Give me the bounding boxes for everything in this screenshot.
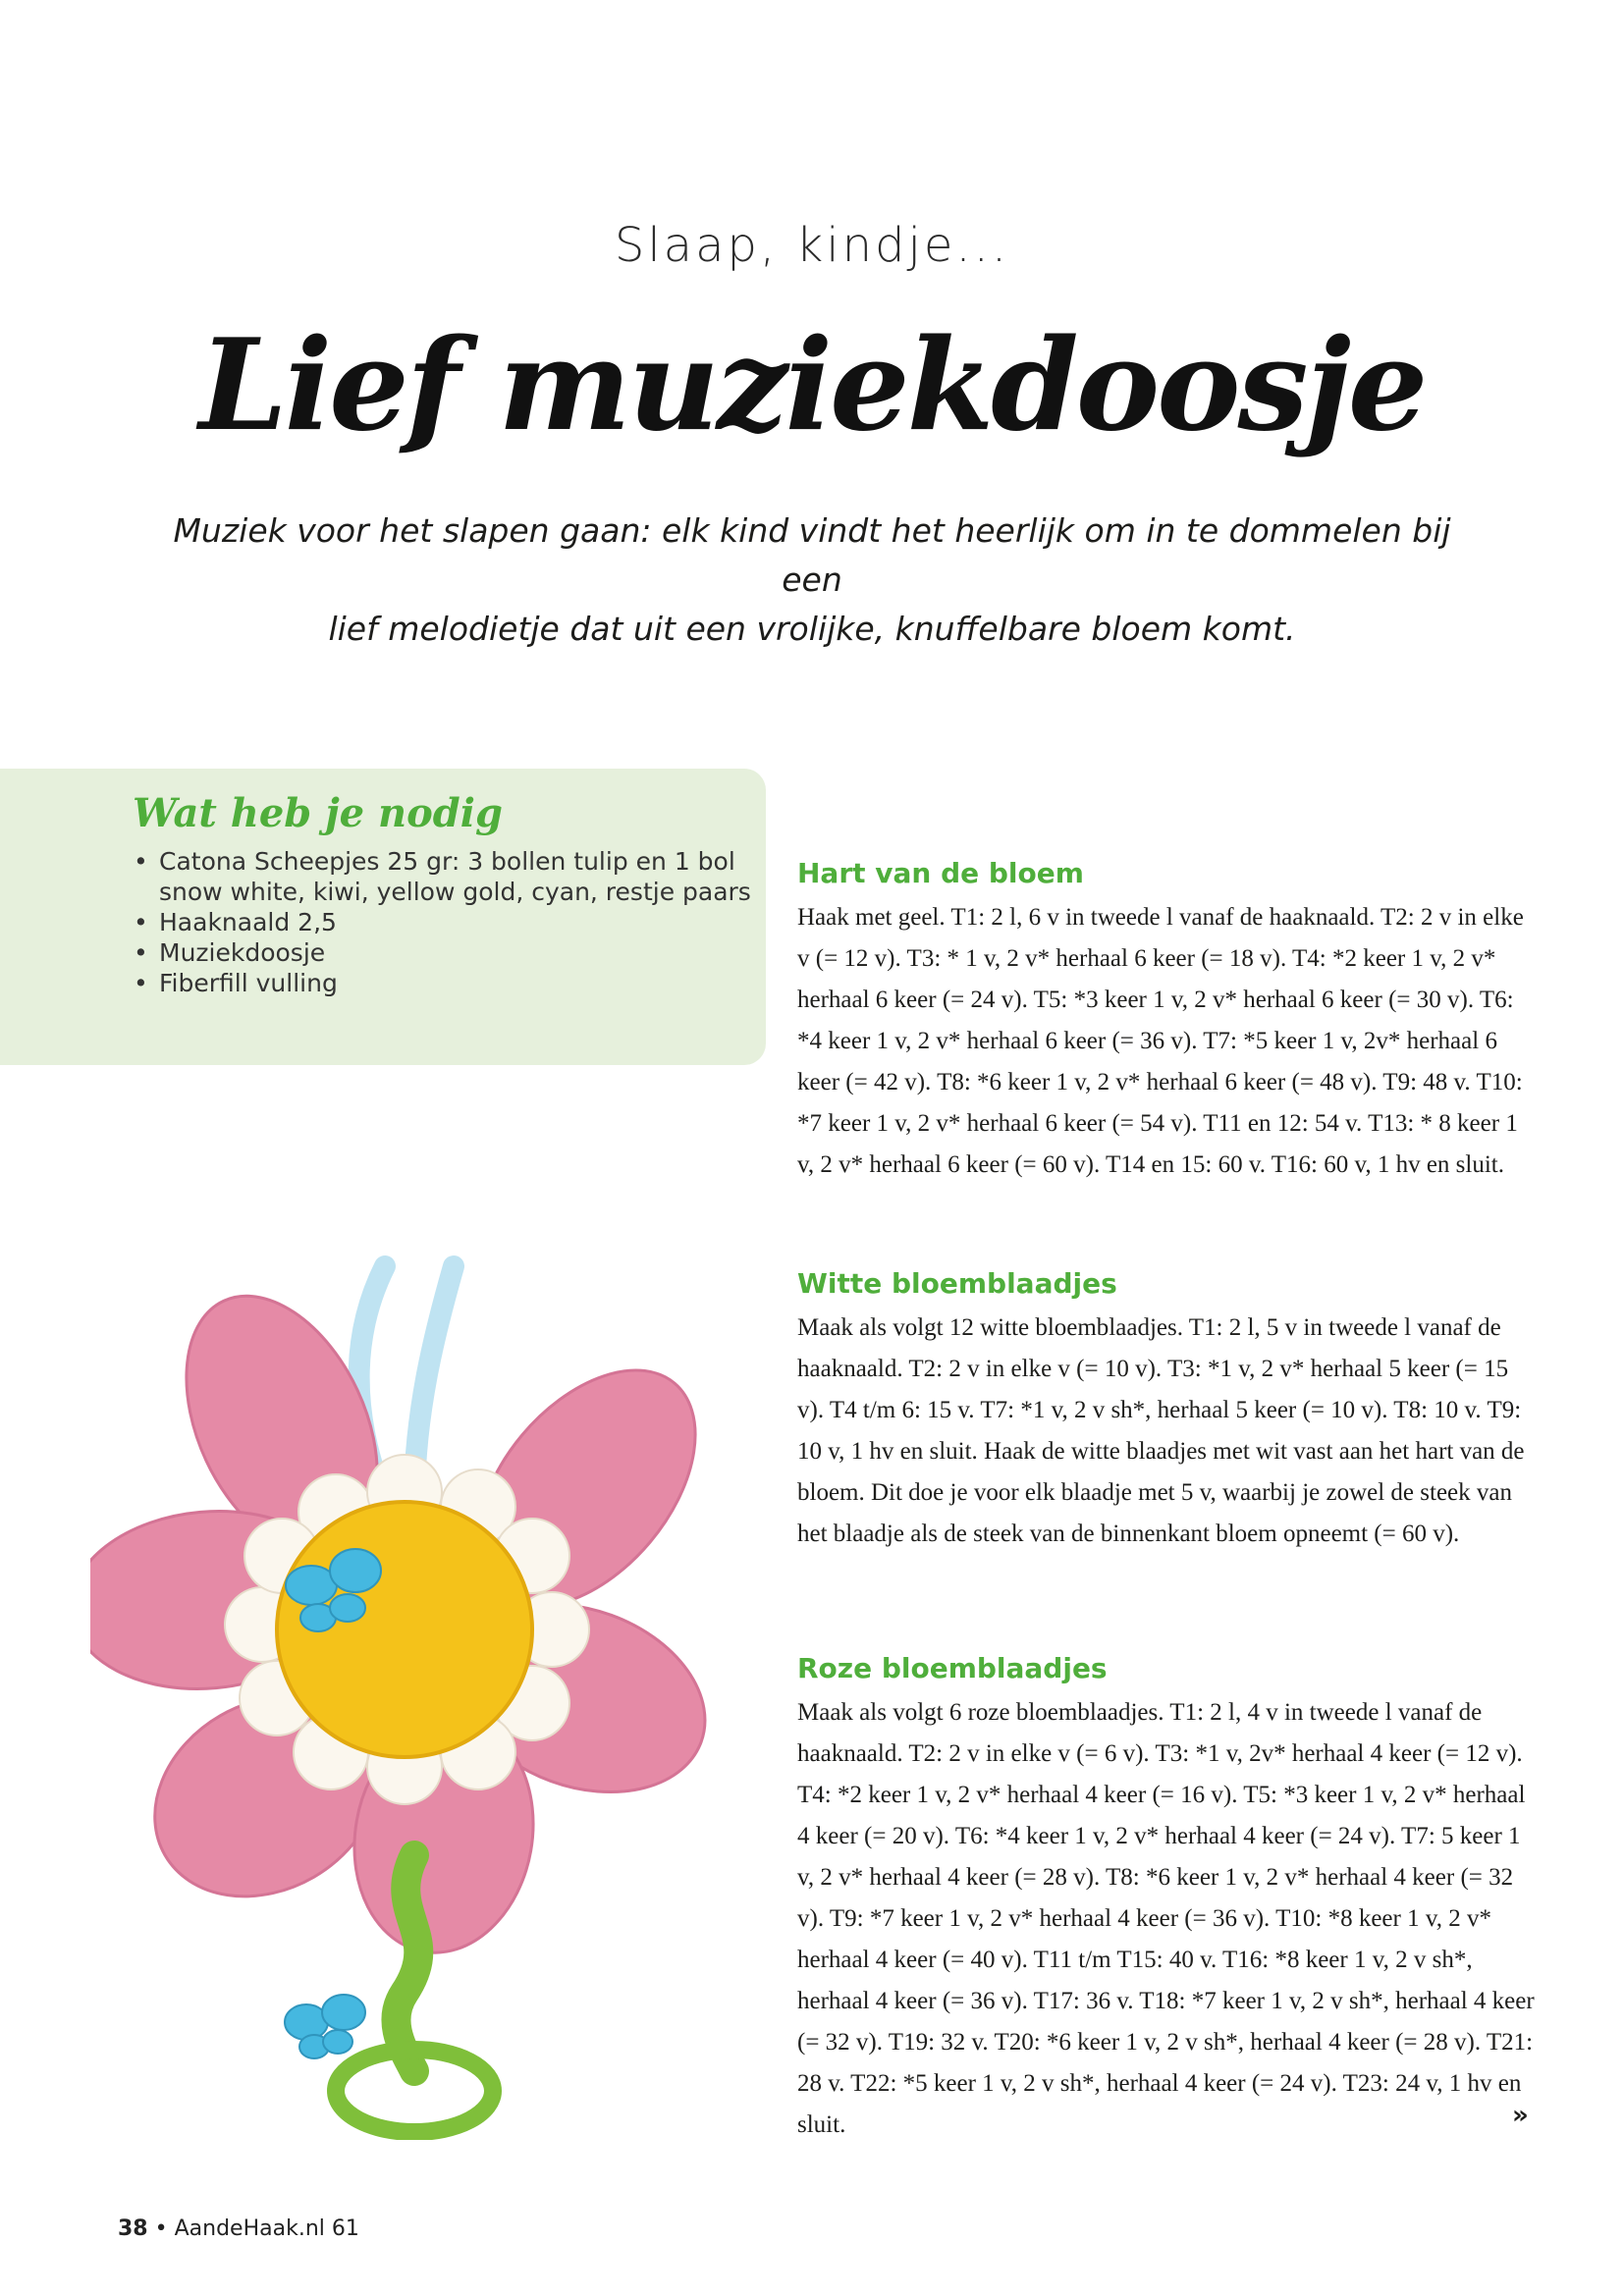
page-title: Lief muziekdoosje xyxy=(198,312,1426,459)
materials-item: • Catona Scheepjes 25 gr: 3 bollen tulip en 1 bol snow white, kiwi, yellow gold, cyan, restje paars xyxy=(132,846,760,907)
section-heading: Witte bloemblaadjes xyxy=(797,1267,1117,1300)
materials-list xyxy=(132,846,760,998)
materials-item: • Fiberfill vulling xyxy=(132,968,760,998)
intro-line-2: lief melodietje dat uit een vrolijke, knuffelbare bloem komt. xyxy=(328,610,1296,648)
page-number: 38 xyxy=(118,2216,148,2241)
section-body: Maak als volgt 12 witte bloemblaadjes. T1: 2 l, 5 v in tweede l vanaf de haaknaald. T2: 2 v in elke v (= 10 v). T3: *1 v, 2 v* herhaal 5 keer (= 15 v). T4 t/m 6: 15 v. T7: *1 v, 2 v sh*, herhaal 5 keer (= 10 v). T8: 10 v. T9: 10 v, 1 hv en sluit. Haak de witte blaadjes met wit vast aan het hart van de bloem. Dit doe je voor elk blaadje met 5 v, waarbij je zowel de steek van het blaadje als de steek van de binnenkant bloem opneemt (= 60 v). xyxy=(797,1314,1525,1547)
materials-item: • Muziekdoosje xyxy=(132,937,760,968)
section-body: Maak als volgt 6 roze bloemblaadjes. T1: 2 l, 4 v in tweede l vanaf de haaknaald. T2: 2 v in elke v (= 6 v). T3: *1 v, 2v* herhaal 4 keer (= 12 v). T4: *2 keer 1 v, 2 v* herhaal 4 keer (= 16 v). T5: *3 keer 1 v, 2 v* herhaal 4 keer (= 20 v). T6: *4 keer 1 v, 2 v* herhaal 4 keer (= 24 v). T7: 5 keer 1 v, 2 v* herhaal 4 keer (= 28 v). T8: *6 keer 1 v, 2 v* herhaal 4 keer (= 32 v). T9: *7 keer 1 v, 2 v* herhaal 4 keer (= 36 v). T10: *8 keer 1 v, 2 v* herhaal 4 keer (= 40 v). T11 t/m T15: 40 v. T16: *8 keer 1 v, 2 v sh*, herhaal 4 keer (= 36 v). T17: 36 v. T18: *7 keer 1 v, 2 v sh*, herhaal 4 keer (= 32 v). T19: 32 v. T20: *6 keer 1 v, 2 v sh*, herhaal 4 keer (= 28 v). T21: 28 v. T22: *5 keer 1 v, 2 v sh*, herhaal 4 keer (= 24 v). T23: 24 v, 1 hv en sluit. xyxy=(797,1699,1535,2138)
section-heading: Hart van de bloem xyxy=(797,857,1084,889)
continue-marker: » xyxy=(1512,2101,1529,2130)
section-hart xyxy=(797,854,1540,1186)
section-witte xyxy=(797,1264,1540,1555)
kicker: Slaap, kindje... xyxy=(614,218,1010,273)
publication-name: AandeHaak.nl 61 xyxy=(174,2216,359,2241)
section-body: Haak met geel. T1: 2 l, 6 v in tweede l vanaf de haaknaald. T2: 2 v in elke v (= 12 v). T3: * 1 v, 2 v* herhaal 6 keer (= 18 v). T4: *2 keer 1 v, 2 v* herhaal 6 keer (= 24 v). T5: *3 keer 1 v, 2 v* herhaal 6 keer (= 30 v). T6: *4 keer 1 v, 2 v* herhaal 6 keer (= 36 v). T7: *5 keer 1 v, 2v* herhaal 6 keer (= 42 v). T8: *6 keer 1 v, 2 v* herhaal 6 keer (= 48 v). T9: 48 v. T10: *7 keer 1 v, 2 v* herhaal 6 keer (= 54 v). T11 en 12: 54 v. T13: * 8 keer 1 v, 2 v* herhaal 6 keer (= 60 v). T14 en 15: 60 v. T16: 60 v, 1 hv en sluit. xyxy=(797,904,1524,1178)
crochet-flower-photo xyxy=(90,1247,778,2140)
section-heading: Roze bloemblaadjes xyxy=(797,1652,1108,1684)
footer xyxy=(118,2216,359,2241)
intro xyxy=(167,507,1457,654)
section-roze xyxy=(797,1649,1540,2146)
intro-line-1: Muziek voor het slapen gaan: elk kind vindt het heerlijk om in te dommelen bij een xyxy=(173,511,1451,599)
materials-title: Wat heb je nodig xyxy=(133,790,503,836)
footer-separator: • xyxy=(154,2216,168,2241)
materials-item: • Haaknaald 2,5 xyxy=(132,907,760,937)
